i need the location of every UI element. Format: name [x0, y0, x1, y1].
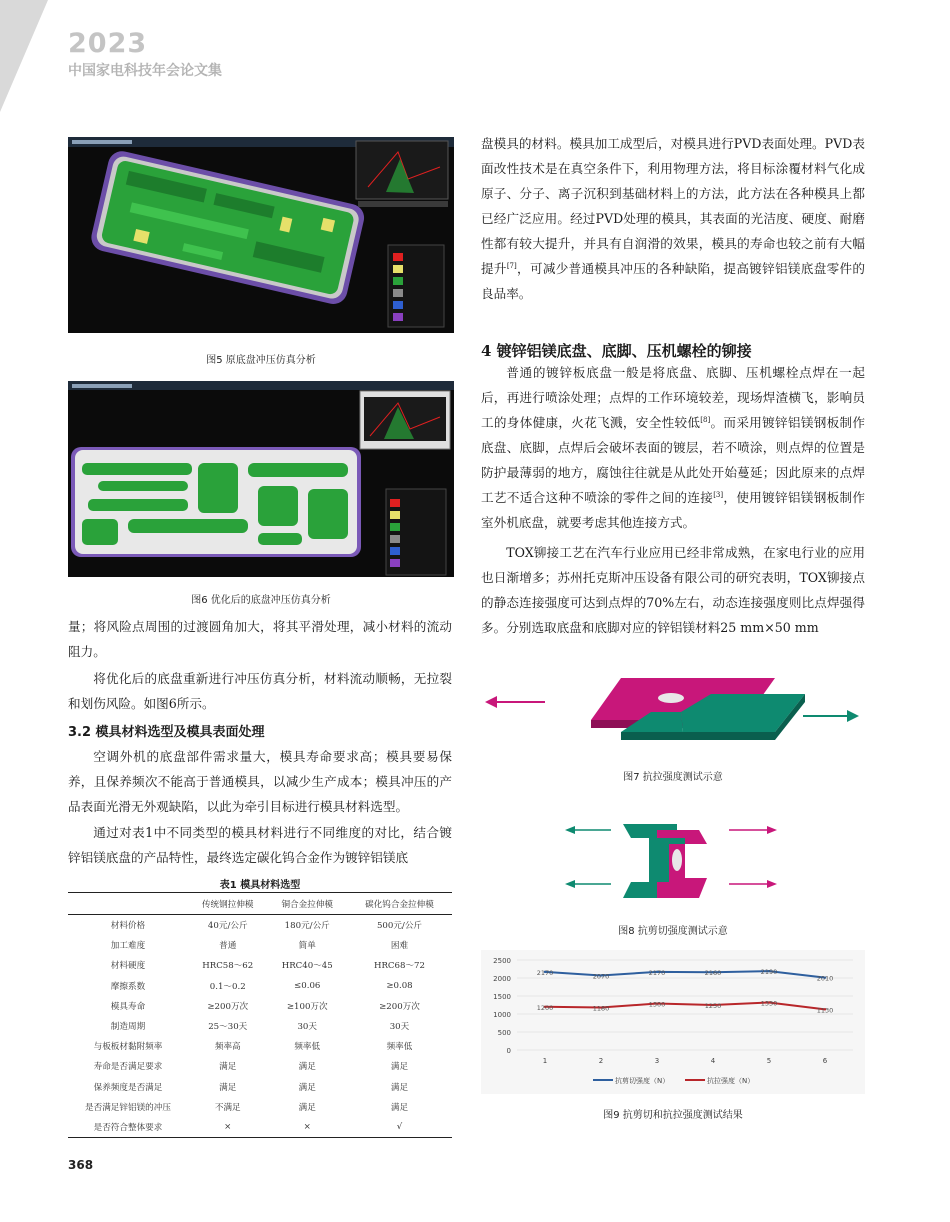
table-header-row	[68, 893, 452, 915]
table-cell: 30天	[389, 1022, 410, 1033]
table-row	[68, 996, 452, 1016]
text-span: 普通的镀锌板底盘一般是将底盘、底脚、压机螺栓点焊在一起后，再进行喷涂处理；点焊的工作环境较差，现场焊渣横飞，影响员工的身体健康，火花飞溅，安全性较低	[481, 365, 865, 430]
table-header-cell: 传统钢拉伸模	[188, 893, 267, 915]
legend-label: 抗拉强度（N）	[707, 1077, 755, 1085]
x-tick-label: 6	[822, 1057, 828, 1065]
data-label: 2170	[648, 968, 666, 977]
y-tick-label: 2500	[493, 957, 511, 965]
right-paragraph-3: TOX铆接工艺在汽车行业应用已经非常成熟，在家电行业的应用也日渐增多；苏州托克斯冲压设备有限公司的研究表明，TOX铆接点的静态连接强度可达到点焊的70%左右，动态连接强度则比点焊强得多。分别选取底盘和底脚对应的锌铝镁材料25 mm×50 mm	[481, 545, 865, 635]
figure-7-tensile-diagram	[481, 668, 865, 764]
x-tick-label: 3	[654, 1057, 660, 1065]
table-row	[68, 1036, 452, 1056]
table-row	[68, 1097, 452, 1117]
y-tick-label: 0	[506, 1047, 511, 1055]
table-cell: 频率低	[386, 1042, 413, 1053]
table-header-cell: 碳化钨合金拉伸模	[347, 893, 452, 915]
table-header-cell	[68, 893, 188, 915]
table-cell: ≤0.06	[294, 980, 321, 991]
reference-7: [7]	[506, 261, 517, 270]
table-row	[68, 976, 452, 996]
y-tick-label: 500	[497, 1029, 511, 1037]
table-1-caption: 表1 模具材料选型	[219, 880, 301, 891]
legend-label: 抗剪切强度（N）	[615, 1077, 670, 1085]
table-header-cell: 铜合金拉伸模	[267, 893, 346, 915]
figure-8-shear-diagram	[481, 818, 865, 908]
table-cell: 材料硬度	[110, 961, 146, 972]
reference-8: [8]	[700, 415, 711, 424]
table-cell: 500元/公斤	[376, 921, 423, 932]
table-cell: √	[347, 1117, 452, 1138]
table-cell: 满足	[390, 1082, 409, 1093]
x-tick-label: 1	[542, 1057, 548, 1065]
table-cell: 加工难度	[110, 941, 146, 952]
table-row	[68, 915, 452, 936]
table-cell: 是否满足锌铝镁的冲压	[85, 1102, 171, 1113]
table-cell: ≥200万次	[379, 1001, 420, 1012]
table-cell: 满足	[390, 1062, 409, 1073]
page-number: 368	[68, 1158, 94, 1172]
table-row	[68, 1117, 452, 1138]
table-cell: 与板板材黏附频率	[93, 1042, 163, 1053]
text-span: ，使用镀锌铝镁钢板制作室外机底盘，就要考虑其他连接方式。	[481, 490, 866, 530]
table-cell: 寿命是否满足要求	[93, 1062, 163, 1073]
figure-6-simulation	[68, 381, 454, 577]
table-row	[68, 955, 452, 975]
data-label: 2190	[760, 968, 778, 977]
table-cell: 180元/公斤	[284, 921, 330, 932]
left-paragraph-3: 空调外机的底盘部件需求量大，模具寿命要求高；模具要易保养，且保养频次不能高于普通模具，以减少生产成本；模具冲压的产品表面光滑无外观缺陷，以此为牵引目标进行模具材料选型。	[68, 749, 452, 814]
right-paragraph-2	[481, 360, 865, 535]
figure-7-caption: 图7 抗拉强度测试示意	[623, 772, 723, 783]
table-cell: 摩擦系数	[110, 981, 146, 992]
data-label: 1330	[760, 999, 778, 1008]
table-cell: 40元/公斤	[207, 921, 248, 932]
table-cell: 不满足	[214, 1102, 241, 1113]
figure-8-caption: 图8 抗剪切强度测试示意	[618, 926, 728, 937]
table-cell: ×	[267, 1117, 346, 1138]
left-paragraph-4: 通过对表1中不同类型的模具材料进行不同维度的对比，结合镀锌铝镁底盘的产品特性，最终选定碳化钨合金作为镀锌铝镁底	[68, 825, 452, 865]
table-cell: 满足	[219, 1062, 237, 1073]
x-tick-label: 2	[598, 1057, 604, 1065]
table-cell: 30天	[297, 1022, 317, 1033]
table-cell: 频率高	[214, 1042, 241, 1053]
table-row	[68, 935, 452, 955]
figure-6-caption: 图6 优化后的底盘冲压仿真分析	[191, 595, 331, 606]
table-cell: HRC58～62	[202, 961, 254, 972]
table-cell: 满足	[390, 1102, 409, 1113]
data-label: 1250	[704, 1002, 722, 1010]
section-4-heading: 4 镀锌铝镁底盘、底脚、压机螺栓的铆接	[481, 342, 752, 360]
table-cell: 满足	[298, 1062, 316, 1073]
corner-decoration	[0, 0, 48, 112]
table-cell: ≥200万次	[207, 1001, 249, 1012]
data-label: 2070	[592, 972, 610, 981]
header-subtitle: 中国家电科技年会论文集	[68, 63, 222, 79]
x-tick-label: 5	[766, 1057, 772, 1065]
table-cell: ×	[188, 1117, 267, 1138]
data-label: 2170	[536, 968, 554, 977]
table-cell: 25～30天	[208, 1022, 248, 1033]
left-paragraph-1: 量；将风险点周围的过渡圆角加大，将其平滑处理，减小材料的流动阻力。	[68, 619, 452, 659]
table-cell: 材料价格	[110, 921, 146, 932]
table-cell: 频率低	[294, 1042, 321, 1053]
table-cell: 满足	[219, 1082, 237, 1093]
figure-9-line-chart	[481, 950, 865, 1094]
table-row	[68, 1077, 452, 1097]
text-span: 盘模具的材料。模具加工成型后，对模具进行PVD表面处理。PVD表面改性技术是在真空条件下，利用物理方法，将目标涂覆材料气化成原子、分子、离子沉积到基础材料上的方法，此方法在各种模具上都已经广泛应用。经过PVD处理的模具，其表面的光洁度、硬度、耐磨性都有较大提升，并具有自润滑的效果，模具的寿命也较之前有大幅提升	[481, 136, 865, 276]
table-cell: 简单	[298, 941, 316, 952]
table-cell: HRC68～72	[373, 961, 425, 972]
table-cell: 制造周期	[110, 1022, 146, 1033]
figure-9-caption: 图9 抗剪切和抗拉强度测试结果	[603, 1110, 743, 1121]
data-label: 1300	[648, 1000, 666, 1009]
data-label: 2010	[816, 974, 834, 983]
figure-5-caption: 图5 原底盘冲压仿真分析	[206, 355, 316, 366]
y-tick-label: 1000	[493, 1011, 511, 1019]
table-cell: 困难	[390, 941, 409, 952]
material-table	[68, 892, 452, 1138]
text-span: ，可减少普通模具冲压的各种缺陷，提高镀锌铝镁底盘零件的良品率。	[481, 261, 866, 301]
table-cell: 普通	[219, 941, 237, 952]
text-span: 。而采用镀锌铝镁钢板制作底盘、底脚，点焊后会破坏表面的镀层，若不喷涂，则点焊的位置是防护最薄弱的地方，腐蚀往往就是从此处开始蔓延；因此原来的点焊工艺不适合这种不喷涂的零件之间的连接	[481, 415, 866, 505]
table-cell: 满足	[298, 1082, 316, 1093]
right-paragraph-1	[481, 131, 865, 306]
x-tick-label: 4	[710, 1057, 716, 1065]
table-row	[68, 1056, 452, 1076]
figure-5-simulation	[68, 137, 454, 333]
y-tick-label: 1500	[493, 993, 511, 1001]
table-cell: ≥0.08	[386, 980, 413, 991]
table-cell: 满足	[298, 1102, 316, 1113]
left-paragraph-2: 将优化后的底盘重新进行冲压仿真分析，材料流动顺畅，无拉裂和划伤风险。如图6所示。	[68, 671, 452, 711]
table-cell: 0.1～0.2	[209, 981, 246, 992]
y-tick-label: 2000	[493, 975, 511, 983]
section-3-2-heading: 3.2 模具材料选型及模具表面处理	[68, 725, 265, 740]
data-label: 1180	[592, 1004, 610, 1013]
table-cell: 是否符合整体要求	[68, 1117, 188, 1138]
data-label: 1200	[536, 1003, 554, 1012]
table-cell: ≥100万次	[286, 1001, 328, 1012]
data-label: 1130	[816, 1006, 834, 1015]
table-cell: HRC40～45	[281, 961, 333, 972]
reference-3: [3]	[713, 490, 724, 499]
data-label: 2160	[704, 969, 722, 978]
table-cell: 模具寿命	[110, 1001, 146, 1012]
header-year: 2023	[68, 28, 148, 59]
table-row	[68, 1016, 452, 1036]
table-cell: 保养频度是否满足	[93, 1082, 163, 1093]
